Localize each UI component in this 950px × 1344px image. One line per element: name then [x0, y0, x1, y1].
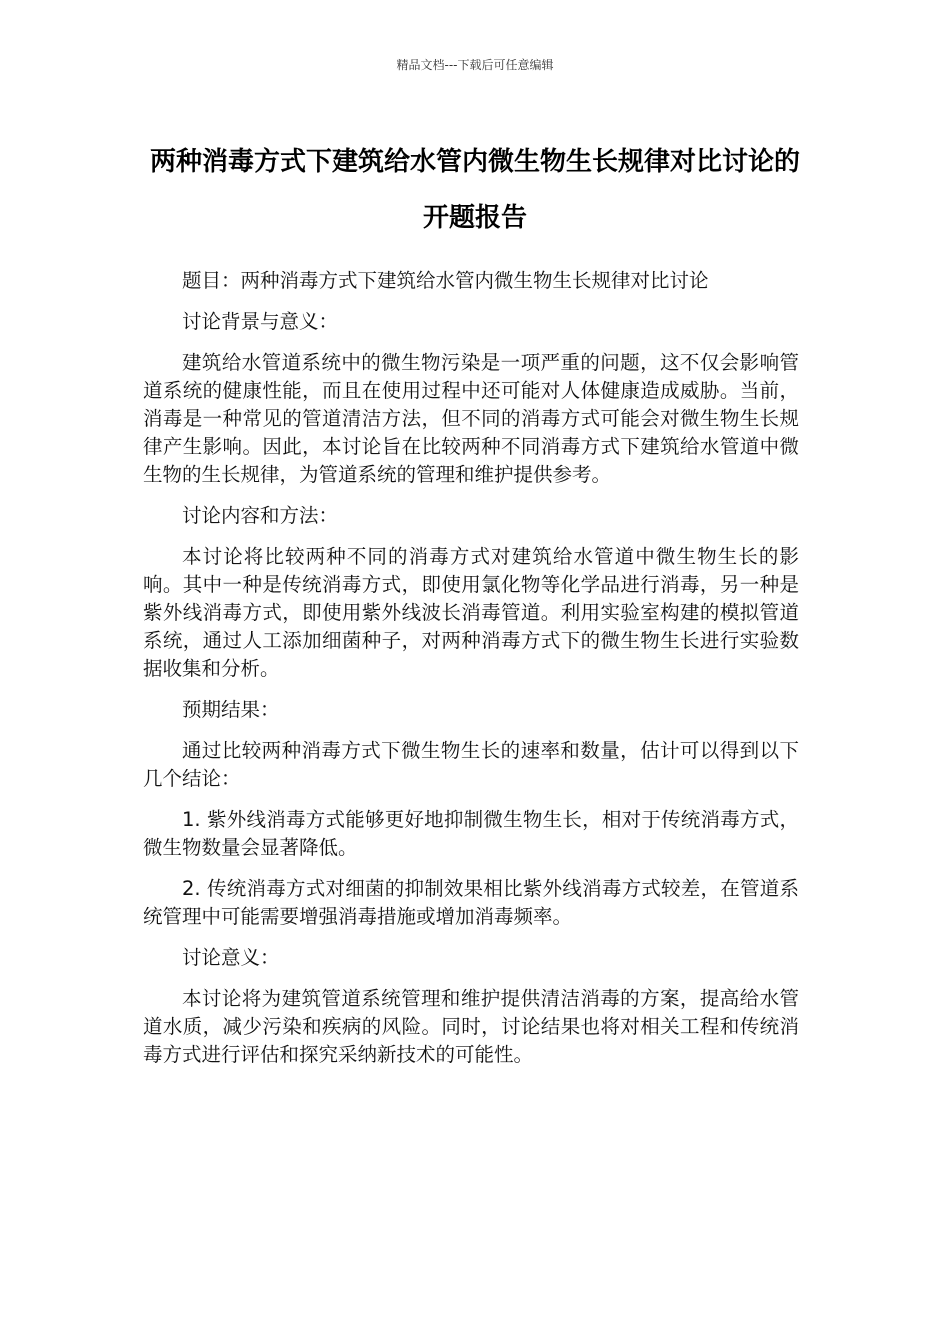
paragraph-significance: 本讨论将为建筑管道系统管理和维护提供清洁消毒的方案，提高给水管道水质，减少污染和疾病的风险。同时，讨论结果也将对相关工程和传统消毒方式进行评估和探究采纳新技术的可能性。: [143, 987, 799, 1066]
section-heading-significance: 讨论意义：: [182, 946, 280, 969]
topic-line: 题目：两种消毒方式下建筑给水管内微生物生长规律对比讨论: [182, 269, 709, 292]
document-title: 两种消毒方式下建筑给水管内微生物生长规律对比讨论的开题报告: [149, 147, 800, 233]
section-heading-background: 讨论背景与意义：: [182, 310, 339, 333]
paragraph-expected-results: 通过比较两种消毒方式下微生物生长的速率和数量，估计可以得到以下几个结论：: [143, 739, 799, 790]
paragraph-background: 建筑给水管道系统中的微生物污染是一项严重的问题，这不仅会影响管道系统的健康性能，而且在使用过程中还可能对人体健康造成威胁。当前，消毒是一种常见的管道清洁方法，但不同的消毒方式可能会对微生物生长规律产生影响。因此，本讨论旨在比较两种不同消毒方式下建筑给水管道中微生物的生长规律，为管道系统的管理和维护提供参考。: [143, 351, 799, 486]
section-heading-expected-results: 预期结果：: [182, 698, 280, 721]
paragraph-methods: 本讨论将比较两种不同的消毒方式对建筑给水管道中微生物生长的影响。其中一种是传统消毒方式，即使用氯化物等化学品进行消毒，另一种是紫外线消毒方式，即使用紫外线波长消毒管道。利用实验室构建的模拟管道系统，通过人工添加细菌种子，对两种消毒方式下的微生物生长进行实验数据收集和分析。: [143, 545, 799, 680]
conclusion-item-2: 2. 传统消毒方式对细菌的抑制效果相比紫外线消毒方式较差，在管道系统管理中可能需要增强消毒措施或增加消毒频率。: [143, 877, 799, 928]
section-heading-methods: 讨论内容和方法：: [182, 504, 339, 527]
page-header: 精品文档---下载后可任意编辑: [396, 58, 554, 72]
conclusion-item-1: 1. 紫外线消毒方式能够更好地抑制微生物生长，相对于传统消毒方式，微生物数量会显著降低。: [143, 808, 799, 859]
document-body: [143, 267, 799, 1082]
